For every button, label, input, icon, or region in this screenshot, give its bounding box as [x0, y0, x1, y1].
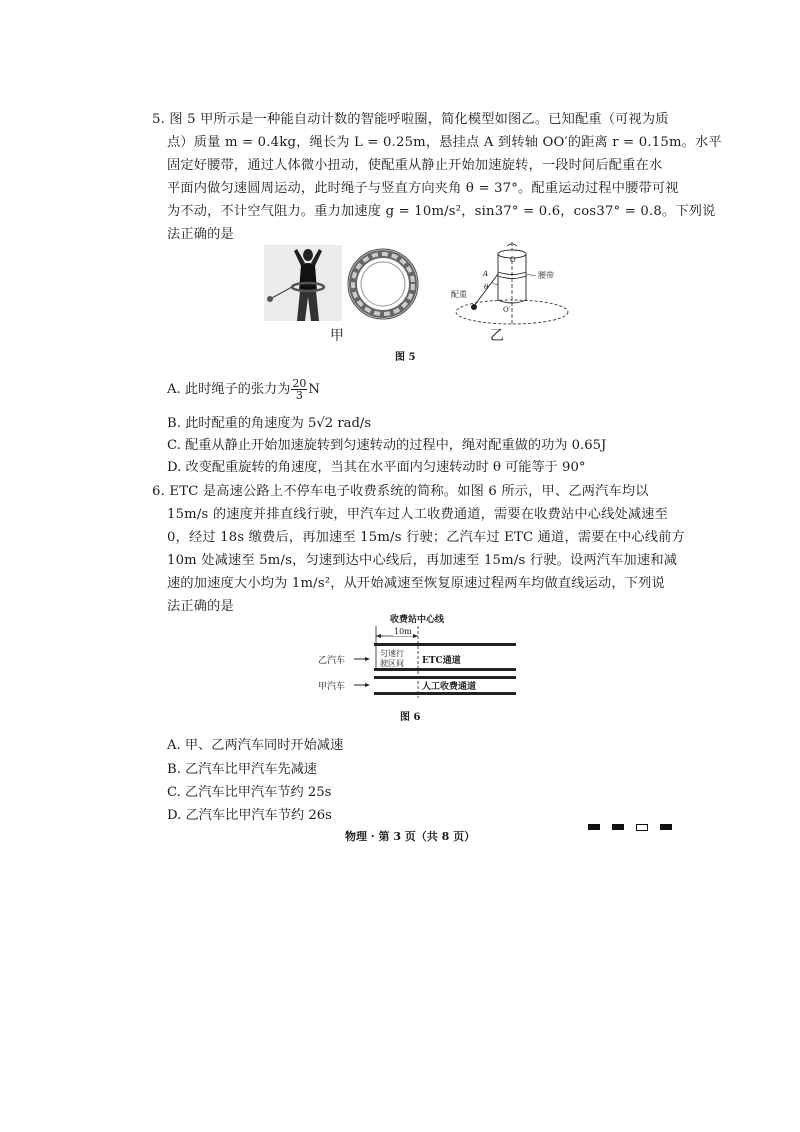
fig6-uniform-line-2: 驶区间 [380, 659, 404, 668]
q5-option-a-fraction [291, 378, 307, 401]
fig5-label-A: A [483, 270, 489, 278]
q5-line-1: 5. 图 5 甲所示是一种能自动计数的智能呼啦圈，简化模型如图乙。已知配重（可视为质 [152, 112, 669, 127]
fig5-label-jia: 甲 [330, 328, 344, 344]
q5-option-a-numerator: 20 [292, 377, 307, 390]
q5-line-3: 固定好腰带，通过人体微小扭动，使配重从静止开始加速旋转，一段时间后配重在水 [167, 158, 663, 173]
q6-option-d: D. 乙汽车比甲汽车节约 26s [167, 808, 332, 823]
fig6-manual-lane-label: 人工收费通道 [422, 682, 477, 692]
fig6-uniform-line-1: 匀速行 [380, 649, 404, 658]
q6-line-6: 法正确的是 [167, 599, 234, 614]
q6-line-3: 0，经过 18s 缴费后，再加速至 15m/s 行驶；乙汽车过 ETC 通道，需要在中心线前方 [167, 530, 685, 545]
footer-mark-3 [636, 824, 648, 831]
hula-hoop-person-photo [264, 245, 342, 321]
q6-line-2: 15m/s 的速度并排直线行驶，甲汽车过人工收费通道，需要在收费站中心线处减速至 [167, 507, 669, 522]
q5-option-a [167, 378, 320, 401]
q6-line-4: 10m 处减速至 5m/s，匀速到达中心线后，再加速至 15m/s 行驶。设两汽车加速和减 [167, 553, 678, 568]
q6-option-b: B. 乙汽车比甲汽车先减速 [167, 762, 317, 777]
q6-option-c: C. 乙汽车比甲汽车节约 25s [167, 785, 332, 800]
q5-line-4: 平面内做匀速圆周运动，此时绳子与竖直方向夹角 θ = 37°。配重运动过程中腰带可视 [167, 181, 679, 196]
footer-mark-4 [660, 824, 672, 830]
q5-line-5: 为不动，不计空气阻力。重力加速度 g = 10m/s²，sin37° = 0.6，cos37° = 0.8。下列说 [167, 204, 716, 219]
fig5-caption: 图 5 [395, 352, 416, 363]
q5-option-a-text: A. 此时绳子的张力为 [167, 382, 291, 397]
q5-line-6: 法正确的是 [167, 227, 234, 242]
q5-option-d: D. 改变配重旋转的角速度，当其在水平面内匀速转动时 θ 可能等于 90° [167, 460, 586, 475]
footer-mark-1 [588, 824, 600, 830]
fig6-uniform-label [380, 649, 404, 669]
q5-option-c: C. 配重从静止开始加速旋转到匀速转动的过程中，绳对配重做的功为 0.65J [167, 438, 607, 453]
fig6-lanes-diagram [318, 612, 518, 702]
smart-hoop-image [347, 248, 419, 320]
page-footer: 物理 · 第 3 页（共 8 页） [345, 830, 476, 843]
fig6-center-line-label: 收费站中心线 [390, 615, 445, 625]
fig6-caption: 图 6 [400, 712, 421, 723]
fig5-label-O: O [510, 256, 516, 264]
q6-line-1: 6. ETC 是高速公路上不停车电子收费系统的简称。如图 6 所示，甲、乙两汽车均以 [152, 484, 649, 499]
q5-option-a-unit: N [308, 382, 320, 397]
fig5-label-theta: θ [484, 283, 489, 291]
q5-line-2: 点）质量 m = 0.4kg，绳长为 L = 0.25m，悬挂点 A 到转轴 OO′的距离 r = 0.15m。水平 [167, 135, 722, 150]
fig6-distance-label: 10m [394, 627, 412, 636]
footer-mark-2 [612, 824, 624, 830]
q6-option-a: A. 甲、乙两汽车同时开始减速 [167, 738, 344, 753]
fig6-etc-lane-label: ETC通道 [422, 656, 461, 666]
fig6-car-yi-label: 乙汽车 [318, 656, 346, 666]
fig5-label-waist: 腰带 [538, 271, 554, 280]
q5-option-a-denominator: 3 [295, 389, 303, 402]
fig5-label-yi: 乙 [490, 328, 504, 344]
fig5-label-Oprime: O′ [503, 306, 511, 314]
q5-option-b: B. 此时配重的角速度为 5√2 rad/s [167, 416, 372, 431]
q6-line-5: 速的加速度大小均为 1m/s²，从开始减速至恢复原速过程两车均做直线运动，下列说 [167, 576, 665, 591]
fig5-label-weight: 配重 [451, 290, 467, 299]
fig5-schematic [446, 240, 586, 332]
footer-marks [588, 822, 676, 832]
fig6-car-jia-label: 甲汽车 [318, 682, 346, 692]
